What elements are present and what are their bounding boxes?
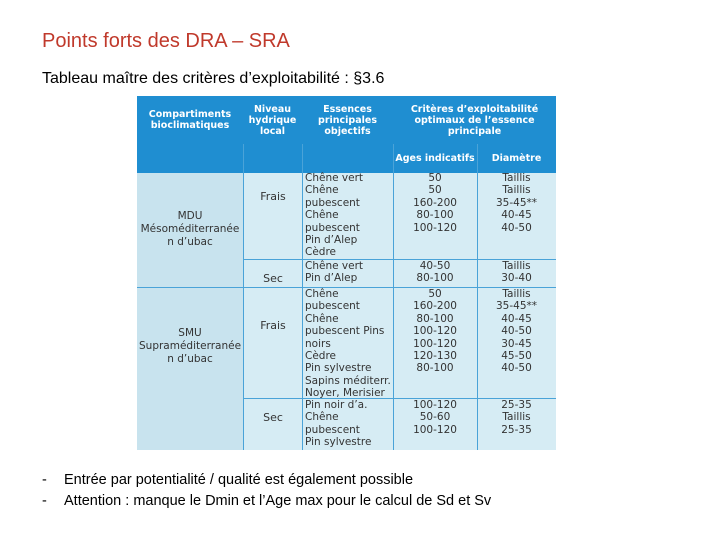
header-diameter [477, 144, 556, 173]
species-cell: Chêne vert Pin d’Alep [305, 260, 364, 285]
header-species-label: Essences principales objectifs [318, 103, 377, 137]
header-criteria [393, 96, 556, 144]
diameter-cell: Taillis 30-40 [501, 260, 532, 285]
header-ages-label: Ages indicatifs [395, 153, 475, 164]
grid-line [302, 144, 303, 450]
header-water-level [243, 96, 302, 144]
compartment-smu: SMU Supraméditerranée n d’ubac [139, 327, 242, 365]
diameter-cell: 25-35 Taillis 25-35 [501, 399, 532, 436]
ages-cell: 50 50 160-200 80-100 100-120 [413, 172, 457, 234]
criteria-table [137, 96, 556, 450]
header-blank-left [137, 144, 393, 173]
header-compartments-label: Compartiments bioclimatiques [148, 109, 232, 131]
bullet-dash: - [42, 493, 47, 509]
list-item [42, 470, 491, 491]
page-subtitle: Tableau maître des critères d’exploitabilité : §3.6 [42, 70, 385, 87]
species-cell: Chêne vert Chêne pubescent Chêne pubescent Pin d’Alep Cèdre [305, 172, 364, 259]
list-item [42, 491, 491, 512]
header-diameter-label: Diamètre [491, 153, 542, 164]
species-cell: Pin noir d’a. Chêne pubescent Pin sylvestre [305, 399, 372, 449]
notes-list [42, 470, 491, 512]
bullet-dash: - [42, 472, 47, 488]
compartment-mdu: MDU Mésoméditerranée n d’ubac [140, 210, 240, 248]
header-water-level-label: Niveau hydrique local [248, 103, 297, 137]
ages-cell: 40-50 80-100 [416, 260, 454, 285]
diameter-cell: Taillis Taillis 35-45** 40-45 40-50 [495, 172, 537, 234]
grid-line [243, 144, 244, 450]
header-ages [393, 144, 477, 173]
ages-cell: 50 160-200 80-100 100-120 100-120 120-130 80-100 [413, 288, 457, 375]
ages-cell: 100-120 50-60 100-120 [413, 399, 457, 436]
page-title: Points forts des DRA – SRA [42, 30, 290, 52]
header-compartments [137, 96, 243, 144]
level-cell: Sec [263, 272, 283, 285]
diameter-cell: Taillis 35-45** 40-45 40-50 30-45 45-50 40-50 [495, 288, 537, 375]
note-text: Entrée par potentialité / qualité est également possible [64, 472, 414, 488]
level-cell: Frais [260, 190, 286, 203]
note-text: Attention : manque le Dmin et l’Age max pour le calcul de Sd et Sv [64, 493, 492, 509]
level-cell: Frais [260, 319, 286, 332]
level-cell: Sec [263, 411, 283, 424]
header-species [302, 96, 393, 144]
species-cell: Chêne pubescent Chêne pubescent Pins noirs Cèdre Pin sylvestre Sapins méditerr. Noyer, Merisier [305, 288, 391, 400]
header-criteria-label: Critères d’exploitabilité optimaux de l’essence principale [410, 103, 539, 137]
